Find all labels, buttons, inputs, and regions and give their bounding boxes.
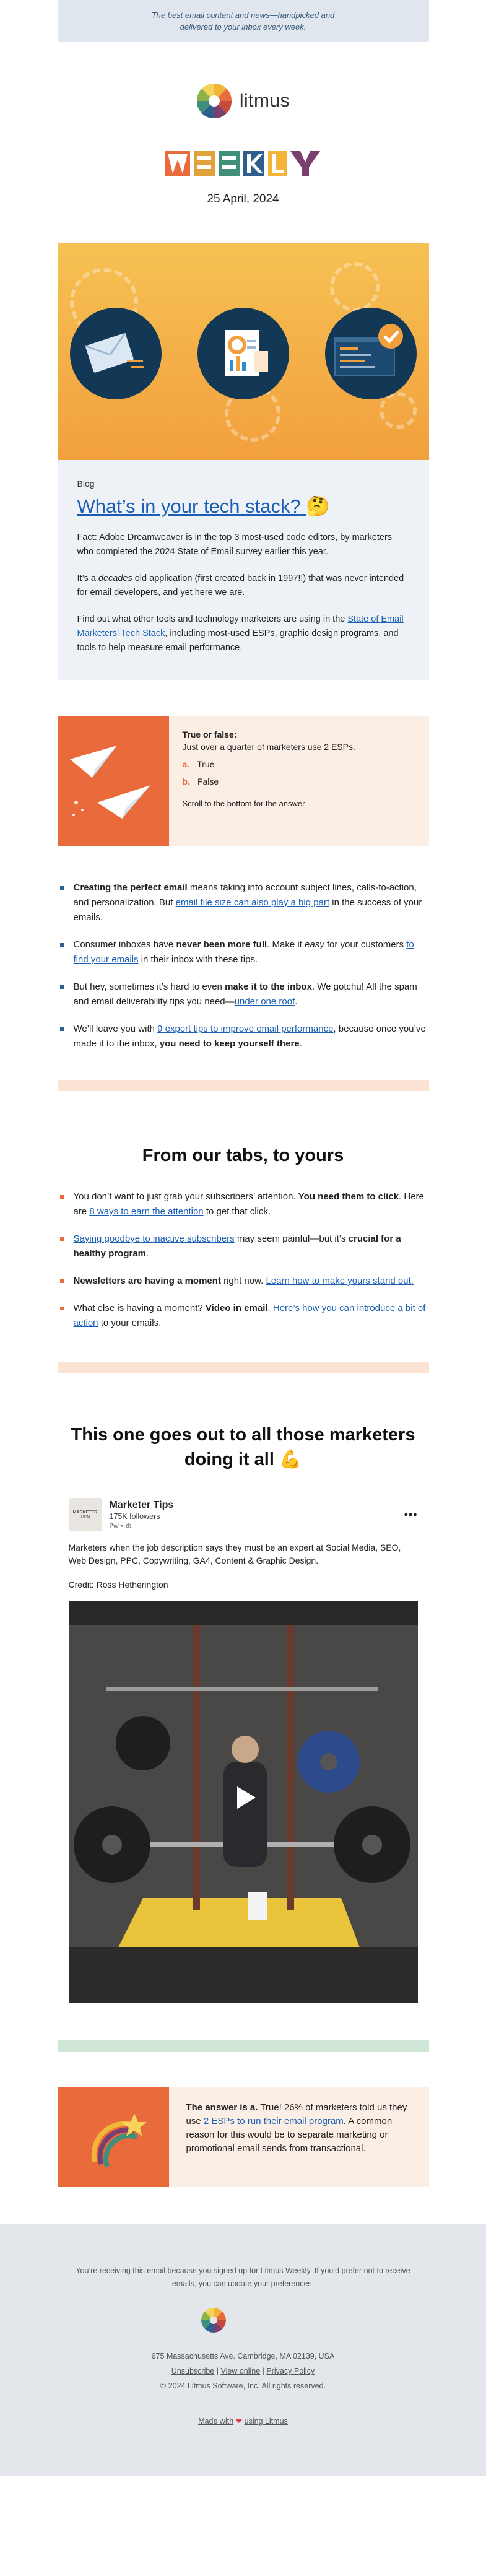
list-item: Consumer inboxes have never been more full. Make it easy for your customers to find your emails in their inbox with these tips. xyxy=(60,938,427,967)
footer-logo[interactable] xyxy=(0,2307,486,2336)
post-text: Marketers when the job description says they must be an expert at Social Media, SEO, Web Design, PPC, Copywriting, GA4, Content & Graphic Design. xyxy=(68,1543,401,1565)
avatar[interactable]: MARKETER TIPS xyxy=(69,1498,102,1531)
hero-illustration xyxy=(58,243,429,460)
weekly-logotype xyxy=(163,146,324,181)
quiz-card xyxy=(58,716,429,846)
rainbow-illustration xyxy=(58,2087,169,2187)
litmus-wordmark: litmus xyxy=(239,90,290,111)
earn-attention-link[interactable]: 8 ways to earn the attention xyxy=(89,1206,204,1217)
weekly-banner xyxy=(58,146,429,184)
thinking-emoji-icon: 🤔 xyxy=(306,495,330,517)
video-email-link[interactable]: Here’s how you can introduce a bit of action xyxy=(73,1303,426,1328)
gym-scene-thumbnail xyxy=(69,1601,418,2003)
list-item: We’ll leave you with 9 expert tips to improve email performance, because once you’ve made it to the inbox, you need to keep yourself there. xyxy=(60,1022,427,1051)
answer-lead: The answer is a. xyxy=(186,2102,258,2113)
post-credit: Credit: Ross Hetherington xyxy=(68,1580,168,1590)
footer-links: Unsubscribe | View online | Privacy Policy xyxy=(171,2367,315,2375)
file-size-link[interactable]: email file size can also play a big part xyxy=(175,897,330,908)
more-options-icon[interactable]: ••• xyxy=(404,1508,418,1521)
inactive-subscribers-link[interactable]: Saying goodbye to inactive subscribers xyxy=(73,1234,235,1244)
two-esps-link[interactable]: 2 ESPs to run their email program xyxy=(203,2116,344,2126)
browser-badge xyxy=(325,308,417,399)
tech-stack-link[interactable]: State of Email Marketers’ Tech Stack xyxy=(77,614,404,638)
list-item: You don’t want to just grab your subscribers’ attention. You need them to click. Here are 8 ways to earn the attention to get that click. xyxy=(60,1190,427,1219)
blog-paragraph-3: Find out what other tools and technology marketers are using in the State of Email Marketers’ Tech Stack, including most-used ESPs, graphic design programs, and tools to help measure email performance. xyxy=(77,614,404,653)
litmus-logo[interactable] xyxy=(58,79,429,123)
quiz-body xyxy=(169,716,369,846)
list-item: Creating the perfect email means taking into account subject lines, calls-to-action, and personalization. But email file size can also play a big part in the success of your emails. xyxy=(60,881,427,925)
divider-band xyxy=(58,1362,429,1373)
post-author[interactable]: Marketer Tips xyxy=(109,1499,174,1510)
post-header xyxy=(69,1498,418,1531)
paper-plane-icon xyxy=(58,716,169,846)
globe-icon: ⊕ xyxy=(125,1521,132,1530)
blog-paragraph-1: Fact: Adobe Dreamweaver is in the top 3 most-used code editors, by marketers who completed the 2024 State of Email survey earlier this year. xyxy=(77,533,393,557)
list-item: What else is having a moment? Video in email. Here’s how you can introduce a bit of action to your emails. xyxy=(60,1301,427,1331)
quiz-option-b[interactable]: b. False xyxy=(182,777,219,786)
list-item: Saying goodbye to inactive subscribers may seem painful—but it’s crucial for a healthy program. xyxy=(60,1232,427,1261)
answer-card xyxy=(58,2087,429,2187)
deliverability-link[interactable]: under one roof xyxy=(234,996,295,1007)
heart-icon: ❤ xyxy=(235,2417,243,2426)
expert-tips-link[interactable]: 9 expert tips to improve email performance xyxy=(157,1024,334,1034)
find-emails-link[interactable]: to find your emails xyxy=(73,939,414,965)
envelope-icon xyxy=(70,308,162,399)
tabs-list xyxy=(58,1190,429,1331)
list-item: Newsletters are having a moment right now. Learn how to make yours stand out. xyxy=(60,1274,427,1289)
blog-title[interactable] xyxy=(77,495,409,518)
privacy-policy-link[interactable]: Privacy Policy xyxy=(266,2367,315,2375)
social-post xyxy=(58,1498,429,2003)
made-with-litmus[interactable]: Made with ❤ using Litmus xyxy=(198,2417,288,2426)
shout-heading: This one goes out to all those marketers doing it all 💪 xyxy=(71,1425,415,1469)
blog-kicker: Blog xyxy=(77,479,95,489)
paper-planes-illustration xyxy=(58,716,169,846)
quiz-heading: True or false: xyxy=(182,729,237,739)
newsletter-link[interactable]: Learn how to make yours stand out. xyxy=(266,1276,414,1286)
issue-date: 25 April, 2024 xyxy=(207,193,279,206)
preheader xyxy=(58,0,429,42)
answer-body: The answer is a. True! 26% of marketers told us they use 2 ESPs to run their email program. A common reason for this would be to separate marketing or promotional email sends from transactional. xyxy=(186,2102,407,2154)
preheader-text: The best email content and news—handpicked and delivered to your inbox every week. xyxy=(151,11,335,32)
tips-list xyxy=(58,881,429,1051)
update-preferences-link[interactable]: update your preferences xyxy=(228,2279,312,2288)
footer xyxy=(0,2224,486,2476)
litmus-logo-icon xyxy=(200,2307,287,2334)
list-item: But hey, sometimes it’s hard to even make it to the inbox. We gotchu! All the spam and email deliverability tips you need—under one roof. xyxy=(60,980,427,1009)
litmus-logo-icon xyxy=(196,83,232,119)
footer-reason: You’re receiving this email because you signed up for Litmus Weekly. If you’d prefer not to receive emails, you can update your preferences. xyxy=(76,2266,410,2288)
divider-band xyxy=(58,2040,429,2052)
browser-check-icon xyxy=(325,308,417,399)
quiz-question: Just over a quarter of marketers use 2 ESPs. xyxy=(182,742,355,752)
video-player[interactable] xyxy=(69,1601,418,2003)
post-followers: 175K followers xyxy=(109,1512,160,1521)
blog-feature xyxy=(58,460,429,680)
blog-title-link[interactable]: What’s in your tech stack? xyxy=(77,495,301,517)
envelope-badge xyxy=(70,308,162,399)
tabs-heading: From our tabs, to yours xyxy=(142,1146,344,1165)
flexed-bicep-emoji-icon: 💪 xyxy=(279,1450,302,1469)
post-age: 2w • ⊕ xyxy=(109,1521,132,1530)
quiz-hint: Scroll to the bottom for the answer xyxy=(182,799,305,808)
rainbow-star-icon xyxy=(58,2087,169,2187)
divider-band xyxy=(58,1080,429,1091)
footer-address: 675 Massachusetts Ave. Cambridge, MA 02139, USA xyxy=(151,2352,335,2361)
report-icon xyxy=(197,308,289,399)
footer-copyright: © 2024 Litmus Software, Inc. All rights reserved. xyxy=(160,2382,326,2390)
report-badge xyxy=(197,308,289,399)
blog-paragraph-2: It’s a decades old application (first created back in 1997!!) that was never intended for email developers, and yet here we are. xyxy=(77,573,404,598)
view-online-link[interactable]: View online xyxy=(220,2367,261,2375)
quiz-option-a[interactable]: a. True xyxy=(182,759,215,769)
unsubscribe-link[interactable]: Unsubscribe xyxy=(171,2367,215,2375)
